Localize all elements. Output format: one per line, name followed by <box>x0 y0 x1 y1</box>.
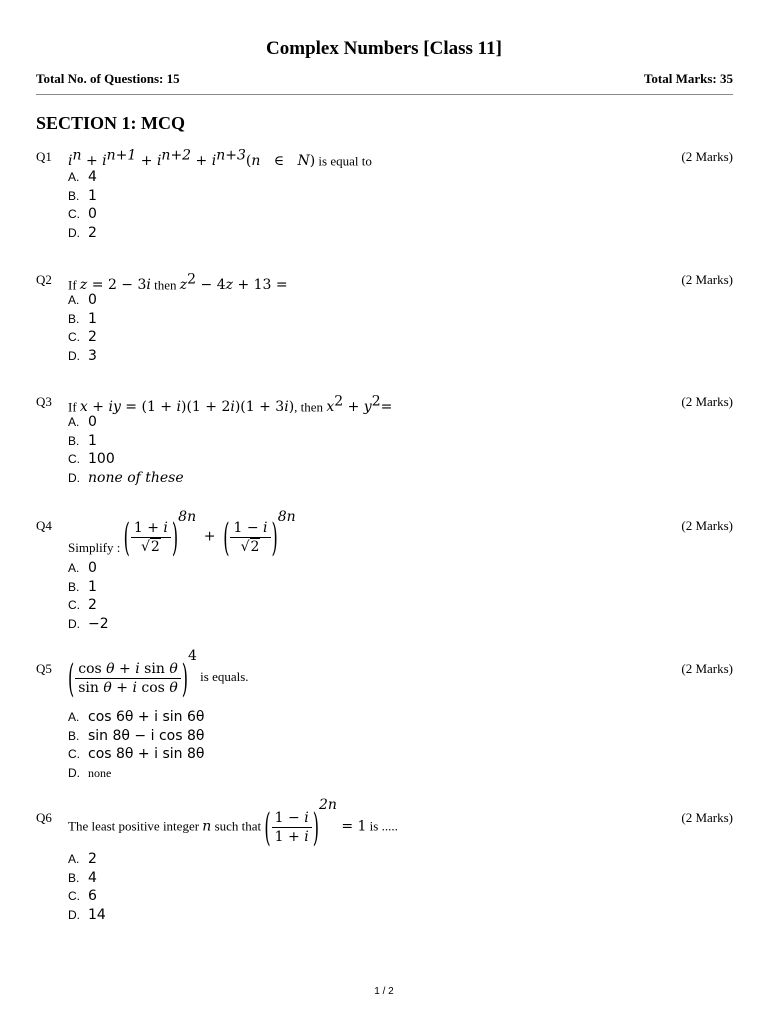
question-formula: $i^n + i^{n+1} + i^{n+2} + i^{n+3}(n$ ∈ N) <box>68 148 316 170</box>
question-formula: ( $\frac{\text{cos θ + i sin θ}}{\text{sin θ + i cos θ}}$ )$^4$ <box>68 648 197 702</box>
question-stem: If z = 2 − 3i then $z^2 - 4z + 13$ = <box>68 272 288 294</box>
options-list <box>68 850 106 924</box>
question-stem <box>68 148 372 169</box>
option[interactable]: B. 1 <box>68 310 97 327</box>
marks-label: (2 Marks) <box>681 810 733 825</box>
marks-label: (2 Marks) <box>681 149 733 164</box>
page-title: Complex Numbers [Class 11] <box>266 38 502 59</box>
option[interactable]: A. 2 <box>68 851 97 867</box>
total-marks: Total Marks: 35 <box>643 71 733 86</box>
question-formula: ( $\frac{1 - i}{1 + i}$ )$^{2n}$ = 1 <box>264 797 367 851</box>
question-number: Q5 <box>36 661 52 676</box>
option[interactable]: B. sin 8θ − i cos 8θ <box>68 727 205 744</box>
section-heading: SECTION 1: MCQ <box>36 113 186 133</box>
question-stem: Simplify : ( $\frac{1 + i}{√2}$ )$^{8n}$ + ( $\frac{1 - i}{√2}$ )$^{8n}$ <box>68 509 296 561</box>
option[interactable]: D. none <box>68 765 112 780</box>
option[interactable]: D. 2 <box>68 224 97 241</box>
option[interactable]: A. cos 6θ + i sin 6θ <box>68 709 205 725</box>
question-number: Q3 <box>36 394 52 409</box>
page-number: 1 / 2 <box>374 986 394 997</box>
option[interactable]: B. 4 <box>68 869 97 886</box>
question-formula: z = 2 − 3i <box>79 277 151 294</box>
option[interactable]: D. 3 <box>68 347 97 364</box>
question-stem: The least positive integer n such that ( $\frac{1 - i}{1 + i}$ )$^{2n}$ = 1 is ..... <box>68 797 398 851</box>
option[interactable]: B. 1 <box>68 578 97 595</box>
options-list <box>68 413 184 487</box>
option[interactable]: A. 0 <box>68 560 97 576</box>
marks-label: (2 Marks) <box>681 518 733 533</box>
question-number: Q4 <box>36 518 52 533</box>
option[interactable]: B. 1 <box>68 432 97 449</box>
stem-text: is equal to <box>315 153 372 169</box>
option[interactable]: C. 0 <box>68 206 97 223</box>
option[interactable]: B. 1 <box>68 187 97 204</box>
option[interactable]: D. 14 <box>68 906 106 923</box>
option[interactable]: A. 0 <box>68 292 97 308</box>
option[interactable]: D. none of these <box>68 469 184 486</box>
options-list <box>68 708 204 782</box>
marks-label: (2 Marks) <box>681 394 733 409</box>
total-questions: Total No. of Questions: 15 <box>36 71 180 86</box>
question-formula: ( $\frac{1 + i}{√2}$ )$^{8n}$ + ( $\frac{1 - i}{√2}$ )$^{8n}$ <box>123 509 296 561</box>
options-list <box>68 291 97 365</box>
marks-label: (2 Marks) <box>681 661 733 676</box>
question-stem: If x + iy = (1 + i)(1 + 2i)(1 + 3i), then $x^2 + y^2=$ <box>68 394 393 416</box>
option[interactable]: C. 100 <box>68 451 115 468</box>
option[interactable]: C. 2 <box>68 329 97 346</box>
question-formula: x + iy = (1 + i)(1 + 2i)(1 + 3i) <box>79 399 295 416</box>
question-formula: $z^2 - 4z + 13$ = <box>179 272 288 294</box>
option[interactable]: C. 2 <box>68 597 97 614</box>
options-list <box>68 168 97 242</box>
option[interactable]: A. 0 <box>68 414 97 430</box>
question-stem: ( $\frac{\text{cos θ + i sin θ}}{\text{sin θ + i cos θ}}$ )$^4$ is equals. <box>68 648 249 702</box>
options-list <box>68 559 109 633</box>
header-divider <box>36 94 733 95</box>
question-number: Q2 <box>36 272 52 287</box>
option[interactable]: C. 6 <box>68 888 97 905</box>
question-number: Q6 <box>36 810 52 825</box>
option[interactable]: D. −2 <box>68 615 109 632</box>
option[interactable]: A. 4 <box>68 169 97 185</box>
question-formula: $x^2 + y^2=$ <box>326 394 393 416</box>
question-number: Q1 <box>36 149 52 164</box>
option[interactable]: C. cos 8θ + i sin 8θ <box>68 746 205 763</box>
marks-label: (2 Marks) <box>681 272 733 287</box>
